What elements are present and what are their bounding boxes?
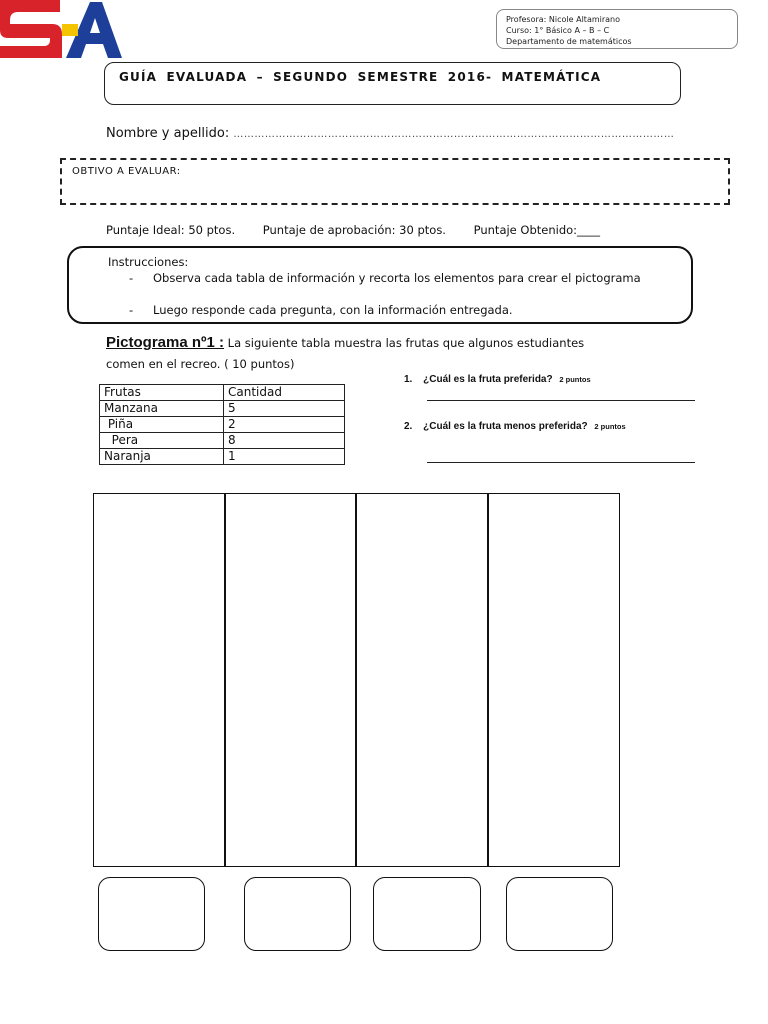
pictogram-heading [106, 332, 646, 375]
pictogram-title: Pictograma nº1 : [106, 334, 225, 351]
ideal-score: Puntaje Ideal: 50 ptos. [106, 223, 236, 237]
table-row [100, 433, 345, 449]
pictogram-description-1: La siguiente tabla muestra las frutas que algunos estudiantes [227, 336, 585, 350]
question-number: 1. [404, 374, 413, 385]
instructions-box [67, 246, 693, 324]
fruit-table [99, 384, 345, 465]
instruction-text: Luego responde cada pregunta, con la información entregada. [153, 303, 513, 317]
fruit-name: Manzana [100, 401, 224, 417]
objective-label: OBTIVO A EVALUAR: [72, 166, 181, 177]
fruit-name: Pera [100, 433, 224, 449]
title-box [104, 62, 681, 105]
pictogram-column[interactable] [224, 493, 357, 867]
table-row [100, 449, 345, 465]
objective-box [60, 158, 730, 205]
course-info: Curso: 1° Básico A – B – C [506, 26, 610, 35]
table-row [100, 417, 345, 433]
obtained-score: Puntaje Obtenido:____ [473, 223, 601, 237]
instruction-dash: - [129, 303, 134, 317]
fruit-name: Piña [100, 417, 224, 433]
pictogram-label-box[interactable] [98, 877, 205, 951]
question-2 [404, 421, 626, 432]
instruction-dash: - [129, 271, 134, 285]
page-title: GUÍA EVALUADA – SEGUNDO SEMESTRE 2016- MATEMÁTICA [119, 70, 602, 84]
table-header-row [100, 385, 345, 401]
question-1 [404, 374, 591, 385]
pictogram-label-box[interactable] [373, 877, 481, 951]
pictogram-column[interactable] [93, 493, 226, 867]
score-line [106, 223, 600, 237]
fruit-quantity: 5 [224, 401, 345, 417]
question-text: ¿Cuál es la fruta menos preferida? [423, 421, 588, 432]
pictogram-label-box[interactable] [506, 877, 613, 951]
pictogram-label-box[interactable] [244, 877, 351, 951]
fruit-quantity: 2 [224, 417, 345, 433]
teacher-name: Profesora: Nicole Altamirano [506, 15, 621, 24]
name-label: Nombre y apellido: [106, 126, 230, 141]
approval-score: Puntaje de aprobación: 30 ptos. [262, 223, 446, 237]
department-info: Departamento de matemáticos [506, 37, 632, 46]
pictogram-description-2: comen en el recreo. ( 10 puntos) [106, 357, 295, 371]
question-points: 2 puntos [559, 375, 591, 384]
instruction-item [129, 302, 669, 318]
instruction-item [129, 270, 669, 286]
pictogram-column[interactable] [487, 493, 620, 867]
answer-line-2[interactable] [427, 462, 695, 463]
header-quantity: Cantidad [224, 385, 345, 401]
fruit-quantity: 8 [224, 433, 345, 449]
fruit-quantity: 1 [224, 449, 345, 465]
name-blank: ……………………………………………………………………………………………………………… [233, 129, 675, 140]
table-row [100, 401, 345, 417]
header-fruits: Frutas [100, 385, 224, 401]
question-points: 2 puntos [594, 422, 626, 431]
question-text: ¿Cuál es la fruta preferida? [423, 374, 553, 385]
school-logo [0, 0, 122, 58]
teacher-info-box [496, 9, 738, 49]
answer-line-1[interactable] [427, 400, 695, 401]
instruction-text: Observa cada tabla de información y recorta los elementos para crear el pictograma [153, 271, 641, 285]
question-number: 2. [404, 421, 413, 432]
student-name-line [106, 126, 674, 141]
instructions-title: Instrucciones: [108, 255, 189, 269]
fruit-name: Naranja [100, 449, 224, 465]
pictogram-column[interactable] [355, 493, 489, 867]
